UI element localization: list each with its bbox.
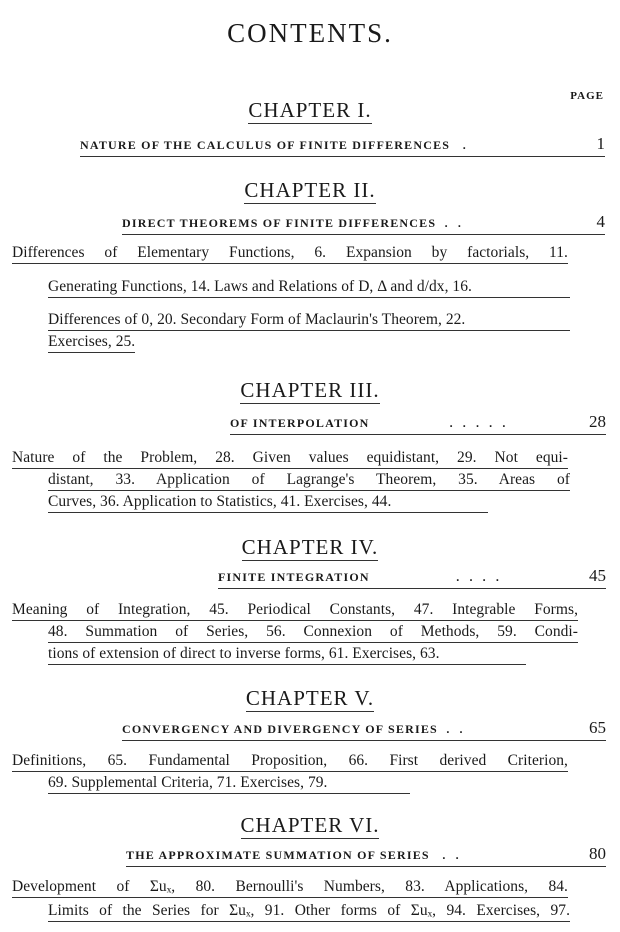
chapter-4-line-1: Meaning of Integration, 45. Periodical Constants, 47. Integrable Forms,	[12, 601, 578, 621]
chapter-6-heading: CHAPTER VI.	[240, 813, 380, 837]
chapter-4-page: 45	[588, 566, 606, 585]
chapter-1-heading: CHAPTER I.	[248, 98, 372, 122]
chapter-2-line-4: Exercises, 25.	[48, 333, 135, 353]
chapter-4-leader: . . . .	[456, 570, 503, 584]
chapter-3-subtitle-row[interactable]	[230, 412, 606, 435]
chapter-5-line-1: Definitions, 65. Fundamental Proposition, 66. First derived Criterion,	[12, 752, 568, 772]
chapter-4-subtitle-row[interactable]	[218, 566, 606, 589]
chapter-1-subtitle: NATURE OF THE CALCULUS OF FINITE DIFFERENCES	[80, 138, 451, 152]
chapter-1-leader: .	[462, 138, 470, 152]
chapter-5-page: 65	[589, 718, 606, 737]
chapter-5-heading: CHAPTER V.	[245, 686, 375, 710]
chapter-3-page: 28	[588, 412, 606, 431]
chapter-3-line-3: Curves, 36. Application to Statistics, 41. Exercises, 44.	[48, 493, 488, 513]
chapter-2-subtitle-row[interactable]	[122, 212, 605, 235]
chapter-2-line-1: Differences of Elementary Functions, 6. Expansion by factorials, 11.	[12, 244, 568, 264]
page-title: CONTENTS.	[227, 18, 393, 48]
chapter-4-line-3: tions of extension of direct to inverse forms, 61. Exercises, 63.	[48, 645, 526, 665]
chapter-6-subtitle: THE APPROXIMATE SUMMATION OF SERIES	[126, 848, 430, 862]
chapter-4-heading: CHAPTER IV.	[241, 535, 379, 559]
chapter-6-line-2: Limits of the Series for Σuₓ, 91. Other forms of Σuₓ, 94. Exercises, 97.	[48, 902, 570, 922]
chapter-5-subtitle: CONVERGENCY AND DIVERGENCY OF SERIES	[122, 722, 438, 736]
chapter-3-subtitle: OF INTERPOLATION	[230, 416, 370, 430]
chapter-5-subtitle-row[interactable]	[122, 718, 606, 741]
chapter-3-line-1: Nature of the Problem, 28. Given values equidistant, 29. Not equi-	[12, 449, 568, 469]
chapter-3-line-2: distant, 33. Application of Lagrange's Theorem, 35. Areas of	[48, 471, 570, 491]
chapter-2-line-2: Generating Functions, 14. Laws and Relations of D, Δ and d/dx, 16.	[48, 278, 570, 298]
chapter-2-subtitle: DIRECT THEOREMS OF FINITE DIFFERENCES	[122, 216, 437, 230]
chapter-4-subtitle: FINITE INTEGRATION	[218, 570, 370, 584]
chapter-5-leader: . .	[446, 722, 467, 736]
chapter-2-page: 4	[596, 212, 605, 231]
chapter-2-heading: CHAPTER II.	[244, 178, 376, 202]
chapter-6-page: 80	[589, 844, 606, 863]
page-column-label: PAGE	[570, 90, 604, 102]
chapter-3-leader: . . . . .	[449, 416, 509, 430]
chapter-6-subtitle-row[interactable]	[126, 844, 606, 867]
chapter-6-line-1: Development of Σuₓ, 80. Bernoulli's Numbers, 83. Applications, 84.	[12, 878, 568, 898]
chapter-1-page: 1	[596, 134, 605, 153]
chapter-1-subtitle-row[interactable]	[80, 134, 605, 157]
chapter-6-leader: . .	[442, 848, 463, 862]
chapter-4-line-2: 48. Summation of Series, 56. Connexion of Methods, 59. Condi-	[48, 623, 578, 643]
chapter-5-line-2: 69. Supplemental Criteria, 71. Exercises, 79.	[48, 774, 410, 794]
chapter-3-heading: CHAPTER III.	[240, 378, 380, 402]
chapter-2-leader: . .	[444, 216, 465, 230]
chapter-2-line-3: Differences of 0, 20. Secondary Form of Maclaurin's Theorem, 22.	[48, 311, 570, 331]
